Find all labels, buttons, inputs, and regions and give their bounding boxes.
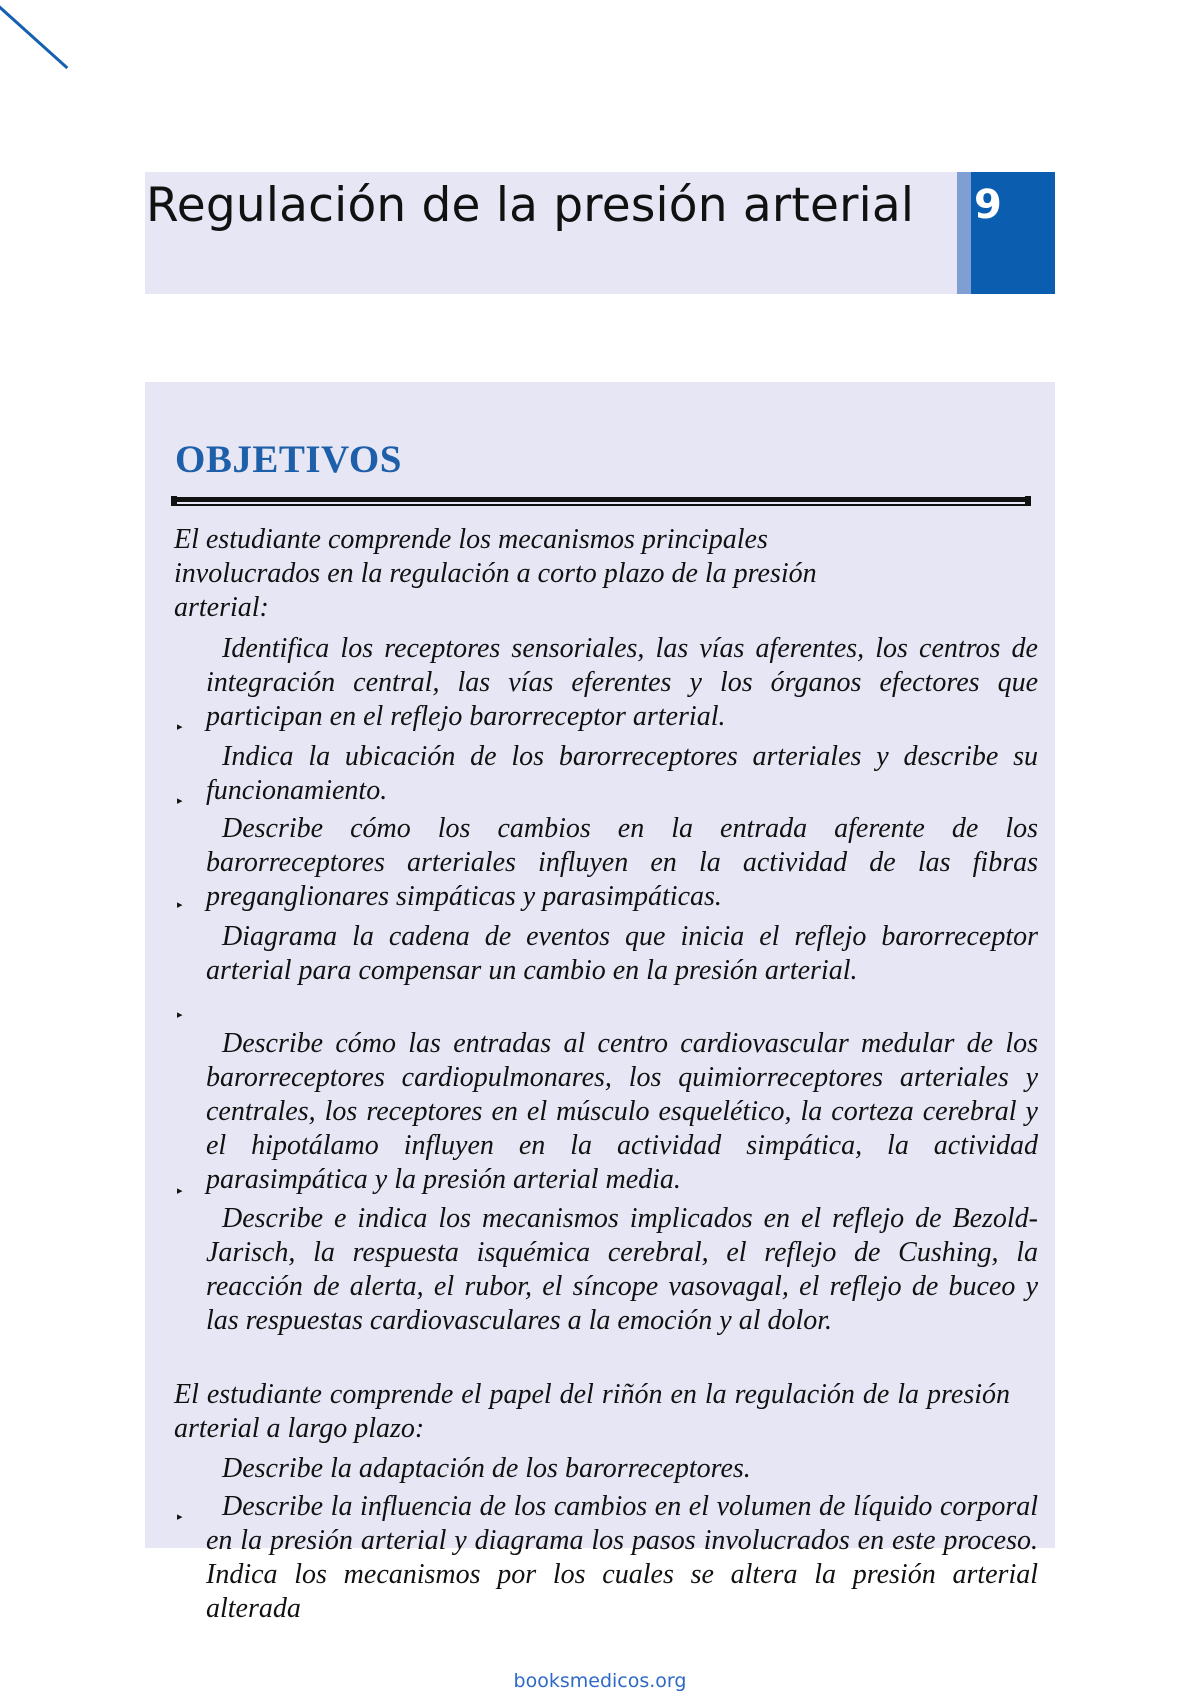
chapter-title: Regulación de la presión arterial [146, 178, 915, 233]
bullet-icon: ▸ [177, 1009, 183, 1021]
bullet-icon: ▸ [177, 1185, 183, 1197]
bullet-icon: ▸ [177, 721, 183, 733]
chapter-number: 9 [974, 182, 1002, 228]
objective-item: Describe la adaptación de los barorreceptores. [222, 1453, 751, 1484]
bullet-icon: ▸ [177, 795, 183, 807]
footer-source-link[interactable]: booksmedicos.org [513, 1670, 687, 1692]
objectives-intro-short-term: El estudiante comprende los mecanismos principales involucrados en la regulación a corto plazo de la presión arterial: [174, 524, 817, 623]
objectives-heading: OBJETIVOS [175, 438, 402, 481]
objectives-intro-long-term: El estudiante comprende el papel del riñón en la regulación de la presión arterial a largo plazo: [174, 1379, 1010, 1444]
corner-decoration-line [0, 0, 68, 69]
heading-rule-thin [173, 504, 1027, 506]
chapter-stripe [957, 172, 971, 294]
bullet-icon: ▸ [177, 899, 183, 911]
objective-item: Identifica los receptores sensoriales, las vías aferentes, los centros de integración central, las vías eferentes y los órganos efectores que participan en el reflejo barorreceptor arterial. [206, 633, 1038, 732]
heading-rule [173, 497, 1027, 502]
objective-item: Diagrama la cadena de eventos que inicia el reflejo barorreceptor arterial para compensar un cambio en la presión arterial. [206, 921, 1038, 986]
bullet-icon: ▸ [177, 1511, 183, 1523]
objective-item: Describe e indica los mecanismos implicados en el reflejo de Bezold-Jarisch, la respuesta isquémica cerebral, el reflejo de Cushing, la reacción de alerta, el rubor, el síncope vasovagal, el reflejo de buceo y las respuestas cardiovasculares a la emoción y al dolor. [206, 1203, 1038, 1336]
objective-item: Describe cómo los cambios en la entrada aferente de los barorreceptores arteriales influyen en la actividad de las fibras preganglionares simpáticas y parasimpáticas. [206, 813, 1038, 912]
heading-rule-cap-right [1025, 496, 1031, 506]
heading-rule-cap-left [171, 496, 177, 506]
objective-item: Describe cómo las entradas al centro cardiovascular medular de los barorreceptores cardiopulmonares, los quimiorreceptores arteriales y centrales, los receptores en el músculo esquelético, la corteza cerebral y el hipotálamo influyen en la actividad simpática, la actividad parasimpática y la presión arterial media. [206, 1028, 1038, 1195]
objective-item: Indica la ubicación de los barorreceptores arteriales y describe su funcionamiento. [206, 741, 1038, 806]
objective-item: Describe la influencia de los cambios en el volumen de líquido corporal en la presión arterial y diagrama los pasos involucrados en este proceso. Indica los mecanismos por los cuales se altera la presión arterial alterada [206, 1491, 1038, 1624]
